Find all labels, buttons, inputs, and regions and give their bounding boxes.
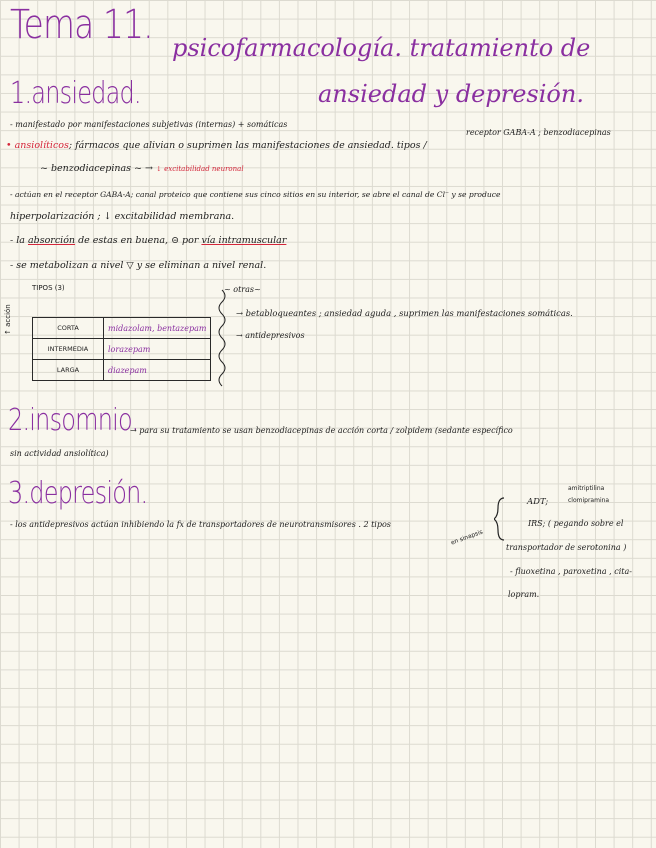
betabloqueantes-line: → betabloqueantes ; ansiedad aguda , suprimen las manifestaciones somáticas. [236,308,573,318]
line6-a: - la [10,235,25,246]
absorcion-word: absorción [27,235,76,246]
ansiedad-line-5: hiperpolarización ; ↓ excitabilidad membrana. [10,211,235,222]
tipo-val: diazepam [104,360,211,381]
insomnio-line-1: → para su tratamiento se usan benzodiacepinas de acción corta / zolpidem (sedante específico [130,426,513,435]
receptor-note: receptor GABA-A ; benzodiacepinas [466,128,611,137]
section-heading-insomnio: 2.insomnio. [8,403,139,438]
ansiedad-line-1: - manifestado por manifestaciones subjetivas (internas) + somáticas [10,120,288,129]
accion-side-label: ↑ acción [4,304,12,335]
via-word: vía intramuscular [201,235,287,246]
table-row [33,318,211,339]
page-title-line1: psicofarmacología. tratamiento de [172,34,591,62]
benzodiacepinas-text: ~ benzodiacepinas ~ → [40,163,153,174]
ansioliticos-label: • ansiolíticos [6,140,69,151]
brace-icon [494,496,508,542]
adt-sub-clomipramina: clomipramina [568,497,610,504]
ansiedad-line-6 [10,235,286,246]
depresion-line-1: - los antidepresivos actúan inhibiendo la fx de transportadores de neurotransmisores . 2 tipos [10,520,391,529]
tipos-label: TIPOS (3) [32,284,65,292]
irs-line-2: transportador de serotonina ) [506,543,627,552]
squiggle-connector [214,288,230,388]
tipo-key: INTERMEDIA [33,339,104,360]
section-heading-depresion: 3.depresión. [8,476,148,511]
otras-label: ~ otras~ [224,285,261,294]
page-title-tema: Tema 11. [10,2,153,48]
drugs-line-1: - fluoxetina , paroxetina , cita- [510,567,632,576]
antidepresivos-line: → antidepresivos [236,331,305,340]
ansioliticos-line [6,140,427,151]
excitabilidad-note: ↓ excitabilidad neuronal [156,165,244,173]
ansiedad-line-4: - actúan en el receptor GABA-A; canal proteico que contiene sus cinco sitios en su interior, se abre el canal de Cl⁻ y se produce [10,190,501,199]
table-row [33,339,211,360]
irs-line-1: IRS; ( pegando sobre el [528,519,624,528]
tipo-key: CORTA [33,318,104,339]
section-heading-ansiedad: 1.ansiedad. [10,76,141,111]
line6-b: de estas en buena, ⊝ por [78,235,199,246]
tipo-key: LARGA [33,360,104,381]
tipos-table-wrap [32,317,211,381]
adt-label: ADT; [527,497,549,507]
table-row [33,360,211,381]
insomnio-line-2: sin actividad ansiolítica) [10,449,109,458]
tipo-val: midazolam, bentazepam [104,318,211,339]
tipos-table [32,317,211,381]
tipo-val: lorazepam [104,339,211,360]
benzodiacepinas-line [40,163,244,174]
ansiedad-line-7: - se metabolizan a nivel ▽ y se eliminan a nivel renal. [10,260,267,271]
ansioliticos-text: ; fármacos que alivian o suprimen las manifestaciones de ansiedad. tipos / [68,140,427,151]
page-title-line2: ansiedad y depresión. [318,80,584,108]
adt-sub-amitriptilina: amitriptilina [568,485,605,492]
drugs-line-2: lopram. [508,590,540,599]
sinapsis-note: en sinapsis [450,528,484,547]
